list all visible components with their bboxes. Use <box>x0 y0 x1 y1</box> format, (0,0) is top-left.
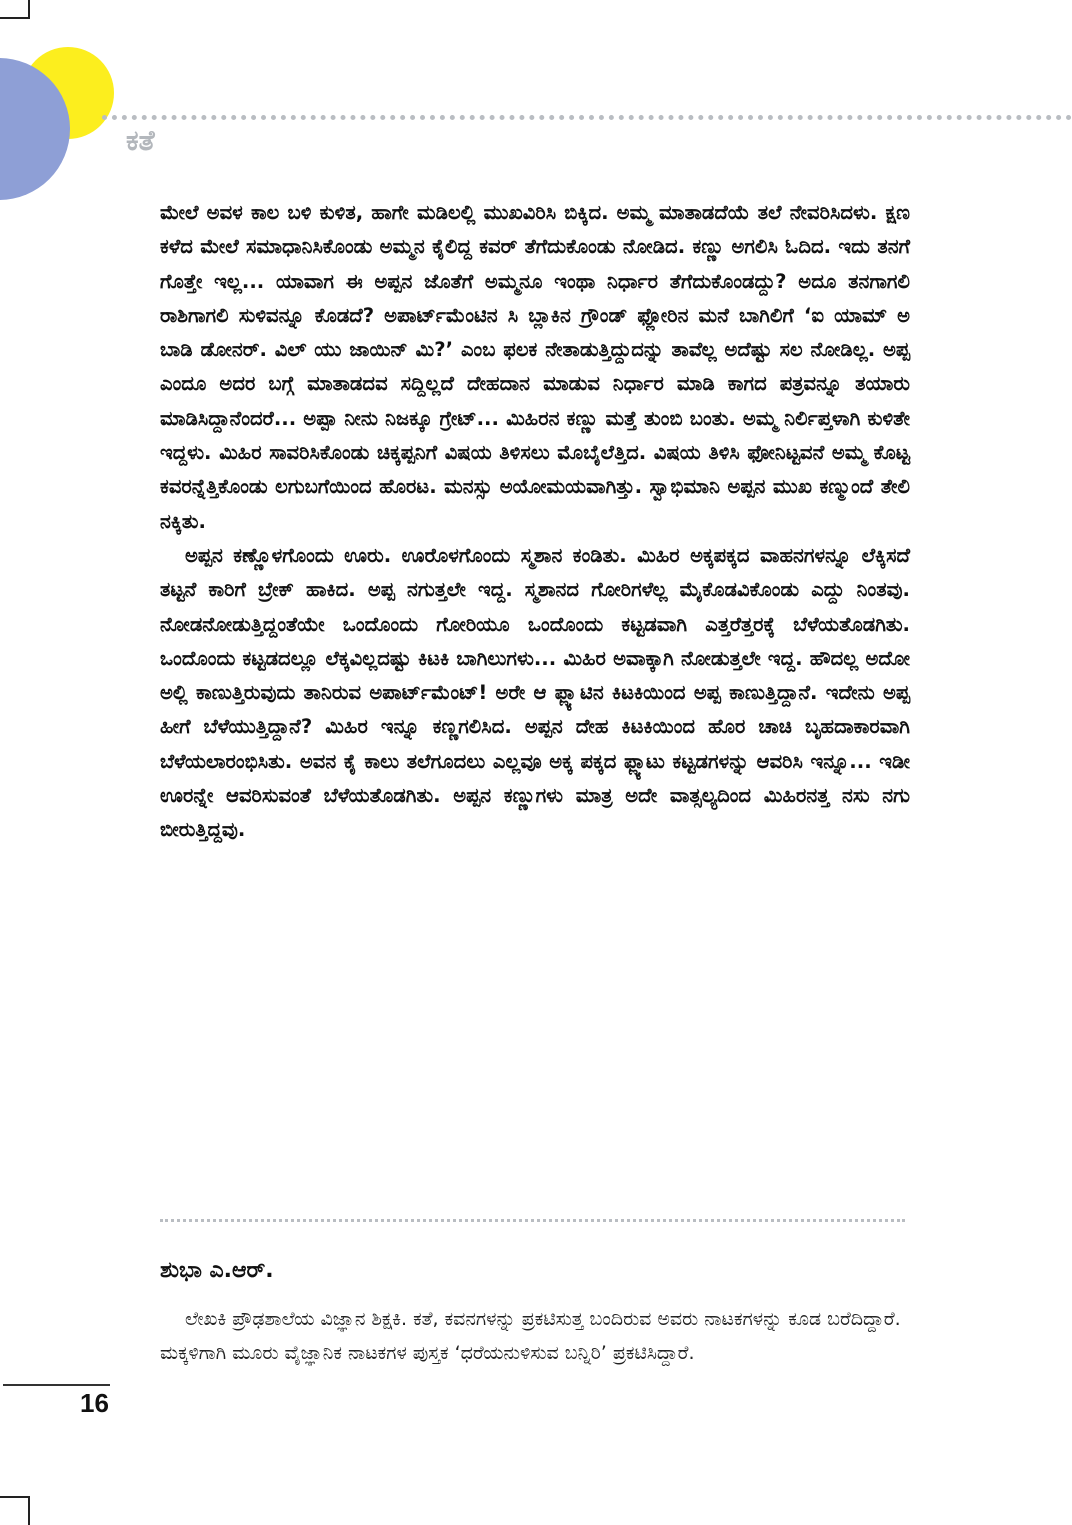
author-name: ಶುಭಾ ಎ.ಆರ್. <box>160 1258 274 1283</box>
author-bio-text: ಲೇಖಕಿ ಪ್ರೌಢಶಾಲೆಯ ವಿಜ್ಞಾನ ಶಿಕ್ಷಕಿ. ಕತೆ, ಕವನಗಳನ್ನು ಪ್ರಕಟಿಸುತ್ತ ಬಂದಿರುವ ಅವರು ನಾಟಕಗಳನ್ನು ಕೂಡ ಬರೆದಿದ್ದಾರೆ. ಮಕ್ಕಳಿಗಾಗಿ ಮೂರು ವೈಜ್ಞಾನಿಕ ನಾಟಕಗಳ ಪುಸ್ತಕ ‘ಧರೆಯನುಳಿಸುವ ಬನ್ನಿರಿ’ ಪ್ರಕಟಿಸಿದ್ದಾರೆ. <box>160 1308 901 1364</box>
page-number: 16 <box>80 1388 109 1418</box>
author-bio <box>160 1302 910 1370</box>
story-paragraph-1: ಮೇಲೆ ಅವಳ ಕಾಲ ಬಳಿ ಕುಳಿತ, ಹಾಗೇ ಮಡಿಲಲ್ಲಿ ಮುಖವಿರಿಸಿ ಬಿಕ್ಕಿದ. ಅಮ್ಮ ಮಾತಾಡದೆಯೆ ತಲೆ ನೇವರಿಸಿದಳು. ಕ್ಷಣ ಕಳೆದ ಮೇಲೆ ಸಮಾಧಾನಿಸಿಕೊಂಡು ಅಮ್ಮನ ಕೈಲಿದ್ದ ಕವರ್ ತೆಗೆದುಕೊಂಡು ನೋಡಿದ. ಕಣ್ಣು ಅಗಲಿಸಿ ಓದಿದ. ಇದು ತನಗೆ ಗೊತ್ತೇ ಇಲ್ಲ... ಯಾವಾಗ ಈ ಅಪ್ಪನ ಜೊತೆಗೆ ಅಮ್ಮನೂ ಇಂಥಾ ನಿರ್ಧಾರ ತೆಗೆದುಕೊಂಡದ್ದು? ಅದೂ ತನಗಾಗಲಿ ರಾಶಿಗಾಗಲಿ ಸುಳಿವನ್ನೂ ಕೊಡದೆ? ಅಪಾರ್ಟ್‌ಮೆಂಟಿನ ಸಿ ಬ್ಲಾಕಿನ ಗ್ರೌಂಡ್ ಫ್ಲೋರಿನ ಮನೆ ಬಾಗಿಲಿಗೆ ‘ಐ ಯಾಮ್ ಅ ಬಾಡಿ ಡೋನರ್. ವಿಲ್ ಯು ಜಾಯಿನ್ ಮಿ?’ ಎಂಬ ಫಲಕ ನೇತಾಡುತ್ತಿದ್ದುದನ್ನು ತಾವೆಲ್ಲ ಅದೆಷ್ಟು ಸಲ ನೋಡಿಲ್ಲ. ಅಪ್ಪ ಎಂದೂ ಅದರ ಬಗ್ಗೆ ಮಾತಾಡದವ ಸದ್ದಿಲ್ಲದೆ ದೇಹದಾನ ಮಾಡುವ ನಿರ್ಧಾರ ಮಾಡಿ ಕಾಗದ ಪತ್ರವನ್ನೂ ತಯಾರು ಮಾಡಿಸಿದ್ದಾನೆಂದರೆ... ಅಪ್ಪಾ ನೀನು ನಿಜಕ್ಕೂ ಗ್ರೇಟ್... ಮಿಹಿರನ ಕಣ್ಣು ಮತ್ತೆ ತುಂಬಿ ಬಂತು. ಅಮ್ಮ ನಿರ್ಲಿಪ್ತಳಾಗಿ ಕುಳಿತೇ ಇದ್ದಳು. ಮಿಹಿರ ಸಾವರಿಸಿಕೊಂಡು ಚಿಕ್ಕಪ್ಪನಿಗೆ ವಿಷಯ ತಿಳಿಸಲು ಮೊಬೈಲೆತ್ತಿದ. ವಿಷಯ ತಿಳಿಸಿ ಫೋನಿಟ್ಟವನೆ ಅಮ್ಮ ಕೊಟ್ಟ ಕವರನ್ನೆತ್ತಿಕೊಂಡು ಲಗುಬಗೆಯಿಂದ ಹೊರಟ. ಮನಸ್ಸು ಅಯೋಮಯವಾಗಿತ್ತು. ಸ್ವಾಭಿಮಾನಿ ಅಪ್ಪನ ಮುಖ ಕಣ್ಮುಂದೆ ತೇಲಿ ನಕ್ಕಿತು. <box>160 201 910 533</box>
author-dotted-rule <box>160 1219 905 1222</box>
crop-mark-top-left-horizontal <box>0 17 30 19</box>
header-dotted-rule <box>102 115 1072 120</box>
section-label: ಕತೆ <box>126 124 155 157</box>
story-body <box>160 196 910 848</box>
crop-mark-bottom-left-horizontal <box>0 1496 30 1498</box>
page-number-rule <box>3 1384 110 1386</box>
crop-mark-top-left-vertical <box>28 0 30 18</box>
story-paragraph-2: ಅಪ್ಪನ ಕಣ್ಣೊಳಗೊಂದು ಊರು. ಊರೊಳಗೊಂದು ಸ್ಮಶಾನ ಕಂಡಿತು. ಮಿಹಿರ ಅಕ್ಕಪಕ್ಕದ ವಾಹನಗಳನ್ನೂ ಲೆಕ್ಕಿಸದೆ ತಟ್ಟನೆ ಕಾರಿಗೆ ಬ್ರೇಕ್ ಹಾಕಿದ. ಅಪ್ಪ ನಗುತ್ತಲೇ ಇದ್ದ. ಸ್ಮಶಾನದ ಗೋರಿಗಳೆಲ್ಲ ಮೈಕೊಡವಿಕೊಂಡು ಎದ್ದು ನಿಂತವು. ನೋಡನೋಡುತ್ತಿದ್ದಂತೆಯೇ ಒಂದೊಂದು ಗೋರಿಯೂ ಒಂದೊಂದು ಕಟ್ಟಡವಾಗಿ ಎತ್ತರೆತ್ತರಕ್ಕೆ ಬೆಳೆಯತೊಡಗಿತು. ಒಂದೊಂದು ಕಟ್ಟಡದಲ್ಲೂ ಲೆಕ್ಕವಿಲ್ಲದಷ್ಟು ಕಿಟಕಿ ಬಾಗಿಲುಗಳು... ಮಿಹಿರ ಅವಾಕ್ಕಾಗಿ ನೋಡುತ್ತಲೇ ಇದ್ದ. ಹೌದಲ್ಲ ಅದೋ ಅಲ್ಲಿ ಕಾಣುತ್ತಿರುವುದು ತಾನಿರುವ ಅಪಾರ್ಟ್‌ಮೆಂಟ್! ಅರೇ ಆ ಫ್ಲ್ಯಾಟಿನ ಕಿಟಕಿಯಿಂದ ಅಪ್ಪ ಕಾಣುತ್ತಿದ್ದಾನೆ. ಇದೇನು ಅಪ್ಪ ಹೀಗೆ ಬೆಳೆಯುತ್ತಿದ್ದಾನೆ? ಮಿಹಿರ ಇನ್ನೂ ಕಣ್ಣಗಲಿಸಿದ. ಅಪ್ಪನ ದೇಹ ಕಿಟಕಿಯಿಂದ ಹೊರ ಚಾಚಿ ಬೃಹದಾಕಾರವಾಗಿ ಬೆಳೆಯಲಾರಂಭಿಸಿತು. ಅವನ ಕೈ ಕಾಲು ತಲೆಗೂದಲು ಎಲ್ಲವೂ ಅಕ್ಕ ಪಕ್ಕದ ಫ್ಲ್ಯಾಟು ಕಟ್ಟಡಗಳನ್ನು ಆವರಿಸಿ ಇನ್ನೂ... ಇಡೀ ಊರನ್ನೇ ಆವರಿಸುವಂತೆ ಬೆಳೆಯತೊಡಗಿತು. ಅಪ್ಪನ ಕಣ್ಣುಗಳು ಮಾತ್ರ ಅದೇ ವಾತ್ಸಲ್ಯದಿಂದ ಮಿಹಿರನತ್ತ ನಸು ನಗು ಬೀರುತ್ತಿದ್ದವು. <box>160 543 910 842</box>
crop-mark-bottom-left-vertical <box>28 1496 30 1525</box>
